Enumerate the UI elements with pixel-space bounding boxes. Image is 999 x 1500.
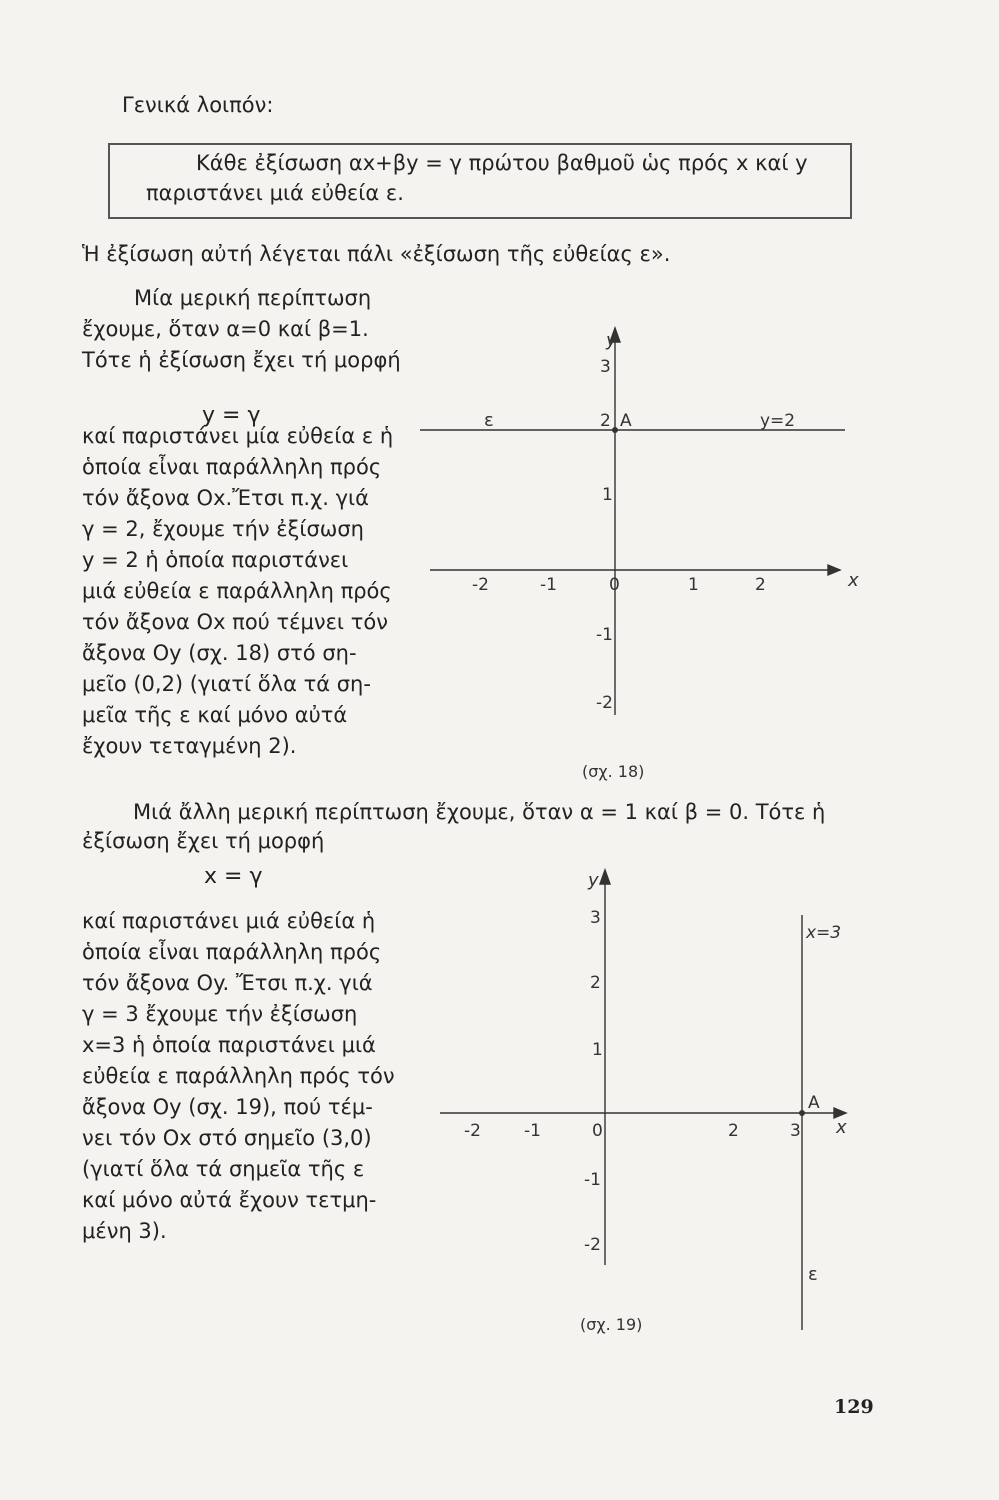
fig19-y-tick: -1 (584, 1170, 601, 1190)
case2-body-line: εὐθεία ε παράλληλη πρός τόν (82, 1064, 395, 1088)
fig18-y-tick: 2 (600, 411, 611, 431)
case1-body-line: y = 2 ἡ ὁποία παριστάνει (82, 548, 349, 572)
fig19-point-a (799, 1110, 805, 1116)
formula-x-equals-gamma: x = γ (204, 864, 263, 889)
case2-body-line: γ = 3 ἔχουμε τήν ἐξίσωση (82, 1002, 358, 1026)
fig19-y-label: y (588, 870, 599, 891)
fig18-x-tick: 2 (755, 575, 766, 595)
case2-intro-2: ἐξίσωση ἔχει τή μορφή (82, 829, 325, 853)
fig18-y-tick: 3 (600, 357, 611, 377)
fig18-y-tick: -1 (596, 625, 613, 645)
case1-line: ἔχουμε, ὅταν α=0 καί β=1. (82, 317, 369, 341)
fig19-y-arrow (600, 870, 610, 884)
case1-body-line: ἔχουν τεταγμένη 2). (82, 734, 297, 758)
fig18-point-a (612, 427, 618, 433)
case1-body-line: ἄξονα Οy (σχ. 18) στό ση- (82, 641, 357, 665)
fig19-x-tick: 0 (592, 1121, 603, 1141)
case1-body-line: γ = 2, ἔχουμε τήν ἐξίσωση (82, 517, 364, 541)
case2-body-line: τόν ἄξονα Οy. Ἔτσι π.χ. γιά (82, 971, 373, 995)
case2-body-line: νει τόν Οx στό σημεῖο (3,0) (82, 1126, 372, 1150)
case2-body-line: μένη 3). (82, 1219, 167, 1243)
fig19-x-label: x (836, 1117, 847, 1138)
fig18-x-tick: 1 (688, 575, 699, 595)
case2-body-line: καί παριστάνει μιά εὐθεία ἡ (82, 909, 376, 933)
fig19-y-tick: 3 (590, 908, 601, 928)
figure-19 (420, 860, 860, 1340)
case2-body-line: ὁποία εἶναι παράλληλη πρός (82, 940, 382, 964)
fig18-line-label: ε (484, 410, 494, 431)
fig18-y-tick: 1 (602, 485, 613, 505)
case1-body-line: μεῖα τῆς ε καί μόνο αὐτά (82, 703, 348, 727)
fig19-y-tick: -2 (584, 1235, 601, 1255)
fig19-y-tick: 2 (590, 973, 601, 993)
case1-body-line: τόν ἄξονα Οx.Ἔτσι π.χ. γιά (82, 486, 369, 510)
case1-body-line: καί παριστάνει μία εὐθεία ε ἡ (82, 424, 394, 448)
equation-name-paragraph: Ἡ ἐξίσωση αὐτή λέγεται πάλι «ἐξίσωση τῆς εὐθείας ε». (82, 242, 671, 266)
case2-body-line: καί μόνο αὐτά ἔχουν τετμη- (82, 1188, 377, 1212)
case1-body (82, 421, 402, 762)
case2-body-line: (γιατί ὅλα τά σημεῖα τῆς ε (82, 1157, 365, 1181)
case1-body-line: μιά εὐθεία ε παράλληλη πρός (82, 579, 392, 603)
fig18-x-arrow (828, 565, 840, 575)
fig19-x-tick: -1 (524, 1121, 541, 1141)
theorem-line-1: Κάθε ἐξίσωση αx+βy = γ πρώτου βαθμοῦ ὡς πρός x καί y (196, 151, 808, 175)
fig18-point-label: A (620, 411, 632, 431)
fig19-x-tick: 2 (728, 1121, 739, 1141)
case1-intro (82, 283, 402, 376)
figure-18 (410, 320, 859, 790)
case1-body-line: μεῖο (0,2) (γιατί ὅλα τά ση- (82, 672, 371, 696)
fig18-x-tick: -1 (540, 575, 557, 595)
theorem-box (108, 143, 852, 219)
case1-line: Μία μερική περίπτωση (134, 286, 372, 310)
fig19-y-tick: 1 (592, 1040, 603, 1060)
fig19-line-eq: x=3 (806, 923, 842, 943)
fig18-line-eq: y=2 (760, 411, 796, 431)
formula-y-equals-gamma: y = γ (202, 403, 261, 428)
fig19-x-tick: 3 (790, 1121, 801, 1141)
case2-body (82, 906, 402, 1247)
case1-body-line: τόν ἄξονα Οx πού τέμνει τόν (82, 610, 388, 634)
fig19-x-tick: -2 (464, 1121, 481, 1141)
fig19-point-label: A (808, 1093, 820, 1113)
fig19-caption: (σχ. 19) (580, 1315, 643, 1334)
case2-body-line: ἄξονα Οy (σχ. 19), πού τέμ- (82, 1095, 373, 1119)
theorem-line-2: παριστάνει μιά εὐθεία ε. (146, 181, 404, 205)
case2-body-line: x=3 ἡ ὁποία παριστάνει μιά (82, 1033, 376, 1057)
case1-body-line: ὁποία εἶναι παράλληλη πρός (82, 455, 382, 479)
fig19-line-label: ε (808, 1264, 818, 1285)
section-heading: Γενικά λοιπόν: (122, 93, 274, 117)
page-number: 129 (834, 1396, 874, 1418)
fig18-x-tick: 0 (609, 575, 620, 595)
fig18-y-label: y (606, 330, 617, 351)
case2-intro-1: Μιά ἄλλη μερική περίπτωση ἔχουμε, ὅταν α = 1 καί β = 0. Τότε ἡ (133, 800, 826, 824)
fig18-x-label: x (848, 570, 859, 591)
case1-line: Τότε ἡ ἐξίσωση ἔχει τή μορφή (82, 348, 401, 372)
fig18-caption: (σχ. 18) (582, 762, 645, 781)
fig18-y-tick: -2 (596, 693, 613, 713)
fig18-x-tick: -2 (472, 575, 489, 595)
